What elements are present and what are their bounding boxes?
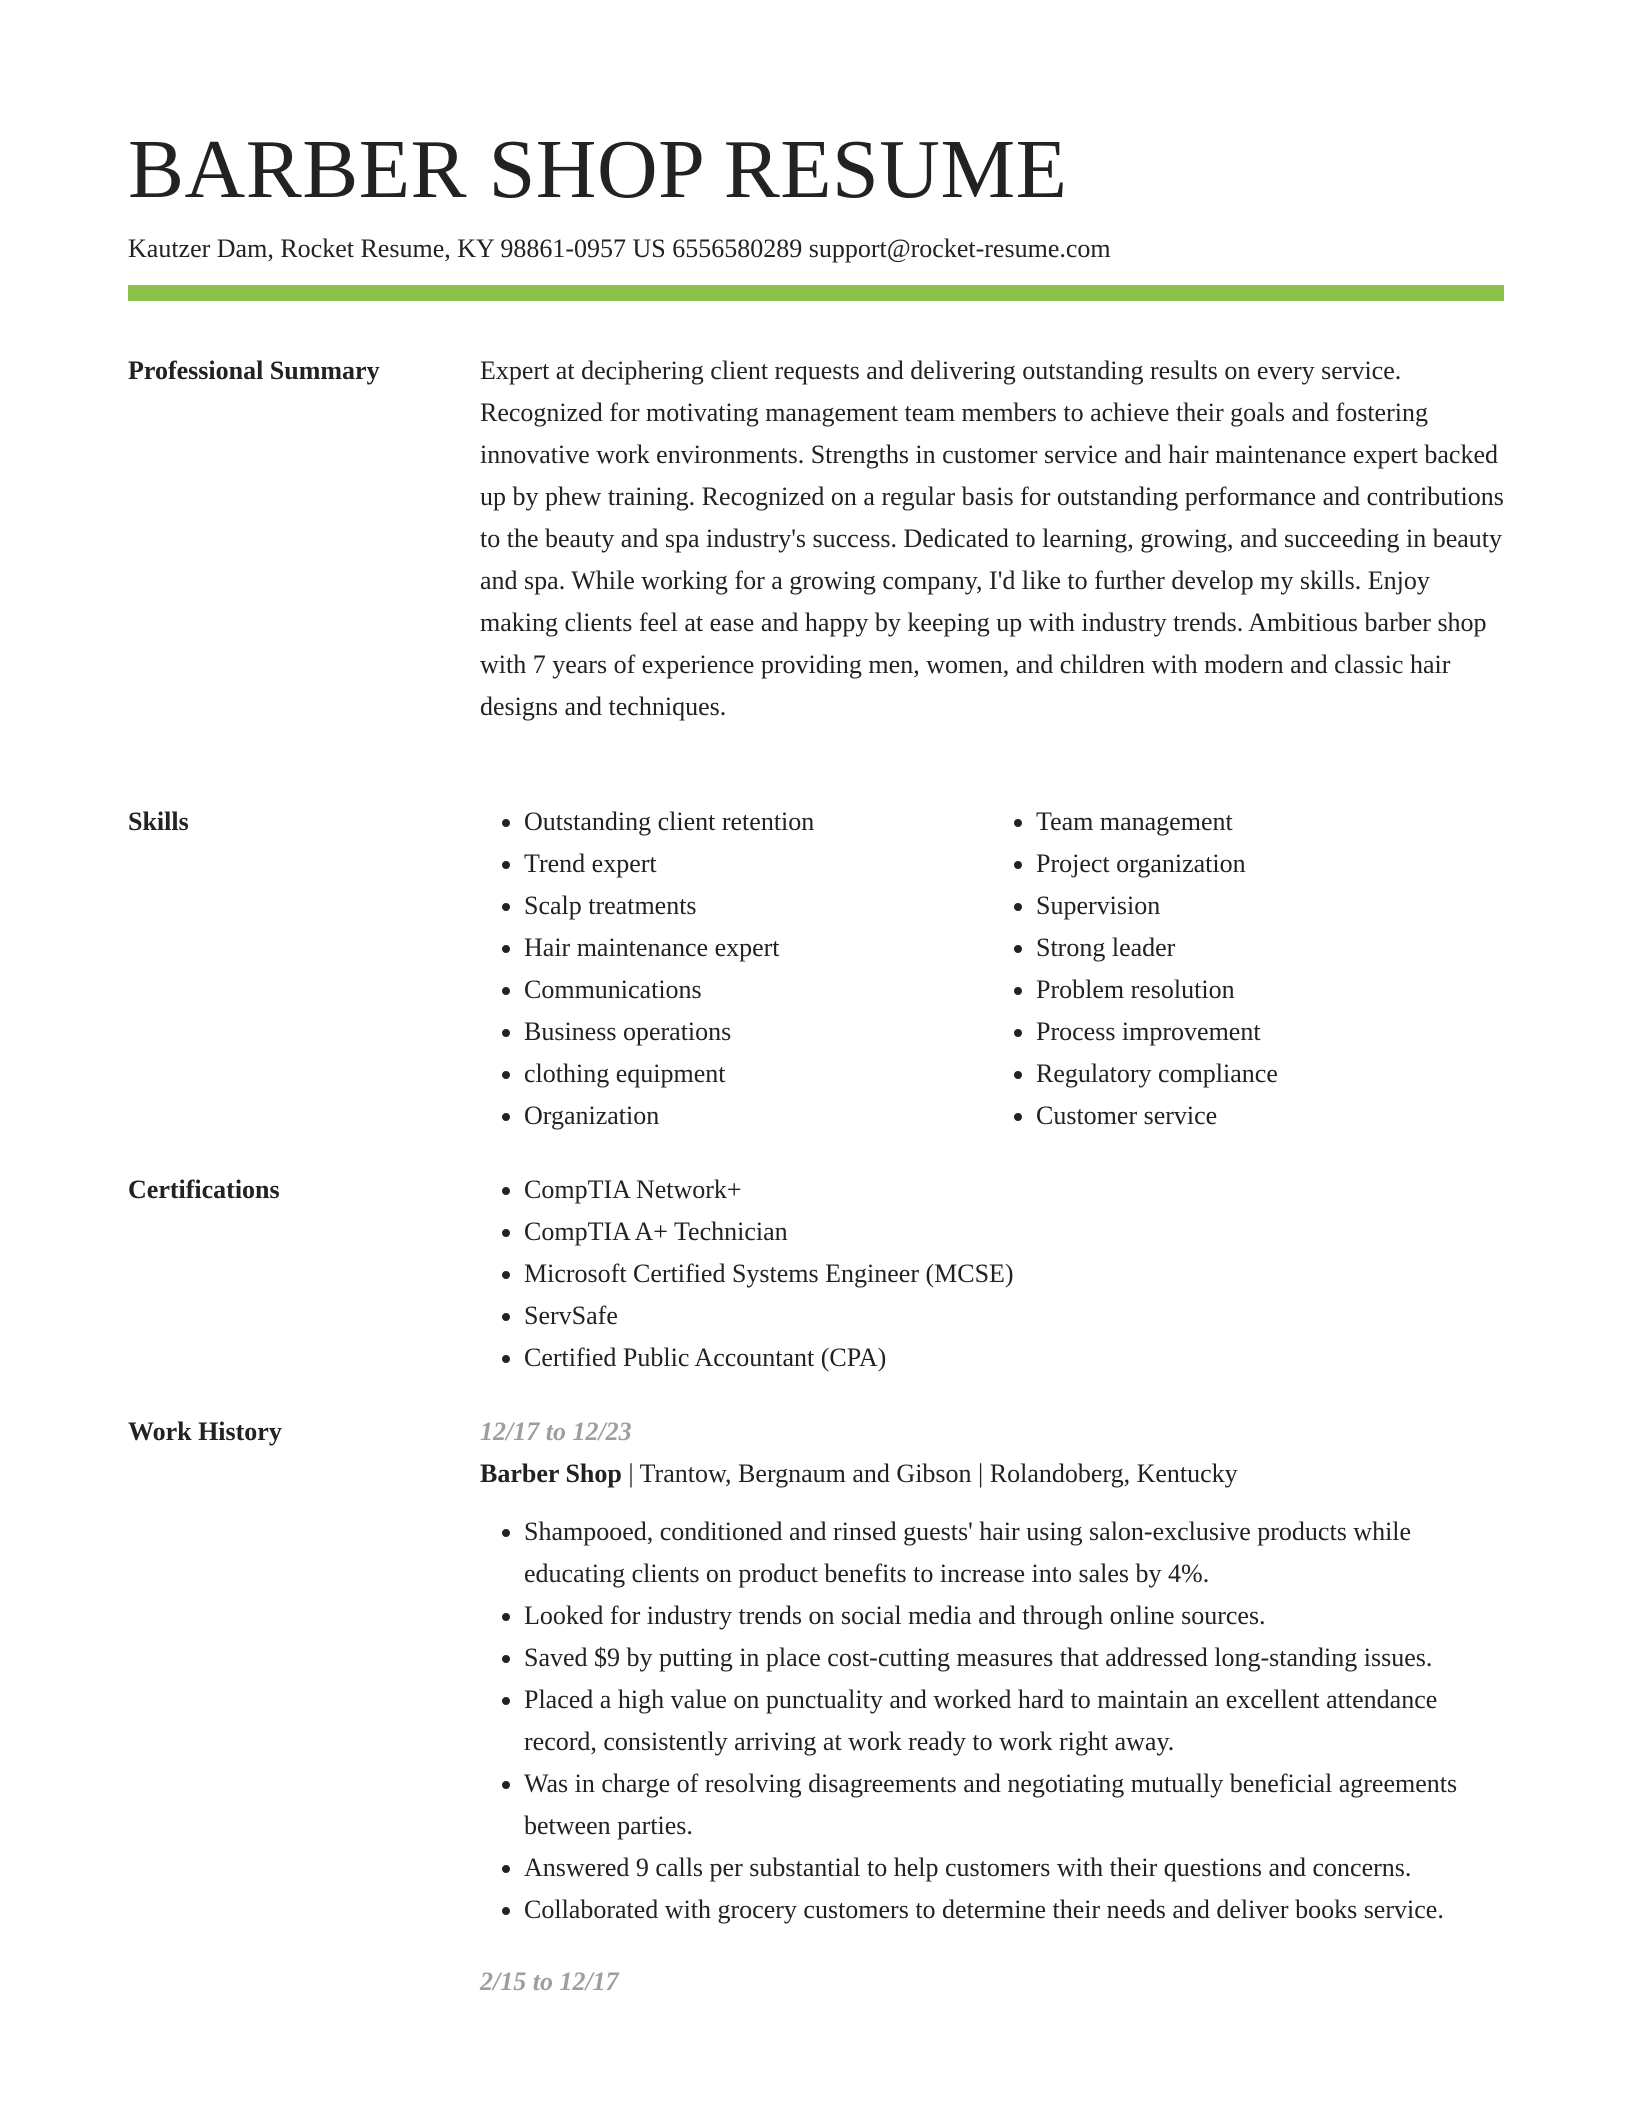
job-heading [480, 1453, 1504, 1495]
contact-line: Kautzer Dam, Rocket Resume, KY 98861-0957 US 6556580289 support@rocket-resume.com [128, 234, 1111, 263]
summary-text: Expert at deciphering client requests and delivering outstanding results on every service. Recognized for motivating management team members to achieve their goals and fostering innovative work environments. Strengths in customer service and hair maintenance expert backed up by phew training. Recognized on a regular basis for outstanding performance and contributions to the beauty and spa industry's success. Dedicated to learning, growing, and succeeding in beauty and spa. While working for a growing company, I'd like to further develop my skills. Enjoy making clients feel at ease and happy by keeping up with industry trends. Ambitious barber shop with 7 years of experience providing men, women, and children with modern and classic hair designs and techniques. [480, 356, 1504, 721]
job-entry [480, 1961, 1504, 2003]
skill-item: • Outstanding client retention [524, 801, 992, 843]
skills-list-right [992, 801, 1504, 1137]
skill-item: • Team management [1036, 801, 1504, 843]
job-duty: • Shampooed, conditioned and rinsed guests' hair using salon-exclusive products while educating clients on product benefits to increase into sales by 4%. [524, 1511, 1504, 1595]
skill-item: • Problem resolution [1036, 969, 1504, 1011]
job-duty: • Saved $9 by putting in place cost-cutting measures that addressed long-standing issues. [524, 1637, 1504, 1679]
skill-item: • Project organization [1036, 843, 1504, 885]
skill-item: • Business operations [524, 1011, 992, 1053]
job-duty: • Answered 9 calls per substantial to help customers with their questions and concerns. [524, 1847, 1504, 1889]
resume-title: BARBER SHOP RESUME [128, 123, 1068, 216]
work-history-body [480, 1411, 1504, 2003]
job-duty: • Was in charge of resolving disagreements and negotiating mutually beneficial agreements between parties. [524, 1763, 1504, 1847]
certification-item: • Certified Public Accountant (CPA) [524, 1337, 1504, 1379]
job-dates: 2/15 to 12/17 [480, 1967, 619, 1996]
skills-list-left [480, 801, 992, 1137]
skill-item: • Regulatory compliance [1036, 1053, 1504, 1095]
certifications-heading: Certifications [128, 1175, 280, 1204]
summary-body [480, 350, 1504, 728]
skill-item: • Scalp treatments [524, 885, 992, 927]
skills-body [480, 801, 1504, 1137]
skill-item: • Trend expert [524, 843, 992, 885]
job-title: Barber Shop [480, 1459, 622, 1488]
job-dates: 12/17 to 12/23 [480, 1417, 632, 1446]
job-duty: • Looked for industry trends on social media and through online sources. [524, 1595, 1504, 1637]
certification-item: • CompTIA Network+ [524, 1169, 1504, 1211]
skills-heading: Skills [128, 807, 189, 836]
skill-item: • Communications [524, 969, 992, 1011]
skill-item: • Process improvement [1036, 1011, 1504, 1053]
work-history-heading: Work History [128, 1417, 282, 1446]
skill-item: • Hair maintenance expert [524, 927, 992, 969]
job-employer-location: | Trantow, Bergnaum and Gibson | Rolandoberg, Kentucky [621, 1459, 1238, 1488]
certification-item: • ServSafe [524, 1295, 1504, 1337]
job-duties-list [480, 1511, 1504, 1931]
job-entry [480, 1411, 1504, 1931]
job-duty: • Placed a high value on punctuality and worked hard to maintain an excellent attendance record, consistently arriving at work ready to work right away. [524, 1679, 1504, 1763]
certifications-body [480, 1169, 1504, 1379]
skill-item: • Strong leader [1036, 927, 1504, 969]
skill-item: • Organization [524, 1095, 992, 1137]
skill-item: • Customer service [1036, 1095, 1504, 1137]
accent-divider [128, 285, 1504, 301]
job-duty: • Collaborated with grocery customers to determine their needs and deliver books service. [524, 1889, 1504, 1931]
skill-item: • clothing equipment [524, 1053, 992, 1095]
certification-item: • CompTIA A+ Technician [524, 1211, 1504, 1253]
skill-item: • Supervision [1036, 885, 1504, 927]
certifications-list [480, 1169, 1504, 1379]
certification-item: • Microsoft Certified Systems Engineer (MCSE) [524, 1253, 1504, 1295]
summary-heading: Professional Summary [128, 356, 380, 385]
